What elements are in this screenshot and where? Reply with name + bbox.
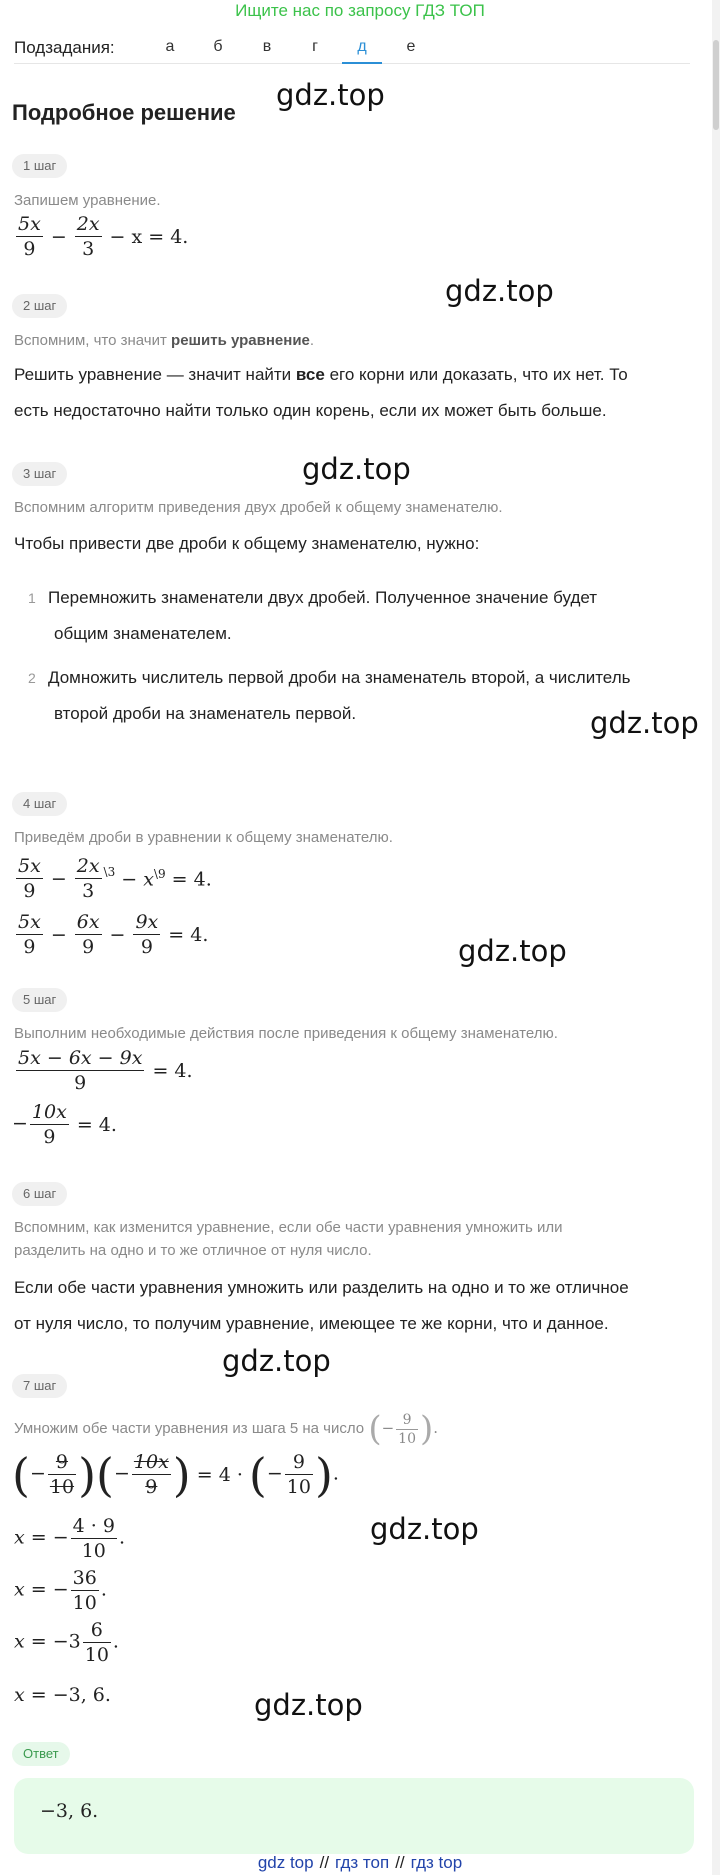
equation-step7d: x = −3 $\frac{6}{10}$ . [14, 1619, 119, 1666]
footer-separator: // [395, 1853, 405, 1872]
operator: − [50, 225, 67, 248]
equation-step7b: x = − $\frac{4 \cdot 9}{10}$ . [14, 1515, 125, 1562]
answer-value: −3, 6. [40, 1800, 99, 1822]
tab-e[interactable]: е [406, 38, 416, 55]
equation-step4a: $\frac{5x}{9}$ − $\frac{2x}{3}$ $^{\backslash 3} - x^{\backslash 9} = 4$. [18, 855, 212, 902]
numerator: 5x [18, 213, 41, 235]
equation-step4b: $\frac{5x}{9}$ − $\frac{6x}{9}$ − $\frac{9x}{9}$ = 4. [18, 911, 209, 958]
list-line: Перемножить знаменатели двух дробей. Полученное значение будет [48, 588, 598, 607]
hint-math: (− $\frac{9}{10}$ ). [368, 1409, 439, 1449]
footer-separator: // [319, 1853, 330, 1872]
hint-bold: решить уравнение [171, 332, 310, 349]
step-badge: 1 шаг [12, 154, 67, 178]
denominator: 9 [23, 238, 36, 260]
step-hint [14, 329, 654, 352]
footer-link[interactable]: gdz top [257, 1853, 314, 1872]
tab-g[interactable]: г [312, 38, 318, 55]
equation-tail: − x = 4. [109, 225, 189, 248]
equation-step7c: x = − $\frac{36}{10}$ . [14, 1567, 107, 1614]
step-hint: Выполним необходимые действия после приведения к общему знаменателю. [14, 1025, 558, 1042]
list-line: второй дроби на знаменатель первой. [54, 704, 357, 723]
step-hint: Приведём дроби в уравнении к общему знаменателю. [14, 829, 393, 846]
footer-links [0, 1853, 720, 1873]
footer-link[interactable]: гдз top [410, 1853, 463, 1872]
step-paragraph: Чтобы привести две дроби к общему знаменателю, нужно: [14, 534, 480, 553]
step-hint [14, 1216, 654, 1262]
list-line: общим знаменателем. [54, 624, 232, 643]
equation-step7e: x = −3, 6. [14, 1684, 111, 1706]
equation-step7a: (− $\frac{9}{10}$ )(− $\frac{10x}{9}$ ) = 4 · (− $\frac{9}{10}$ ). [12, 1447, 339, 1502]
hint-line: Вспомним, как изменится уравнение, если обе части уравнения умножить или [14, 1219, 563, 1236]
fraction [75, 212, 102, 261]
answer-box [14, 1778, 694, 1854]
list-text [48, 580, 688, 652]
tab-v[interactable]: в [262, 38, 272, 55]
fraction [16, 212, 43, 261]
step-hint: Запишем уравнение. [14, 192, 161, 209]
watermark: gdz.top [254, 1688, 363, 1722]
subtasks-label: Подзадания: [14, 38, 115, 57]
search-banner[interactable]: Ищите нас по запросу ГДЗ ТОП [235, 1, 485, 20]
hint-text: Вспомним, что значит [14, 332, 172, 349]
list-number: 2 [28, 670, 36, 686]
watermark: gdz.top [276, 78, 385, 112]
page-title: Подробное решение [12, 100, 236, 125]
numerator: 2x [76, 213, 100, 235]
list-number: 1 [28, 590, 36, 606]
tab-d[interactable]: д [342, 38, 382, 64]
step-hint [14, 1406, 654, 1452]
step-paragraph [14, 1270, 694, 1342]
hint-text: Умножим обе части уравнения из шага 5 на число [14, 1420, 365, 1437]
scrollbar-thumb[interactable] [713, 40, 719, 130]
watermark: gdz.top [590, 706, 699, 740]
step-hint: Вспомним алгоритм приведения двух дробей к общему знаменателю. [14, 499, 503, 516]
tab-a[interactable]: а [165, 38, 175, 55]
step-badge: 6 шаг [12, 1182, 67, 1206]
para-text: есть недостаточно найти только один корень, если их может быть больше. [14, 401, 607, 420]
denominator: 3 [82, 238, 95, 260]
para-line: Если обе части уравнения умножить или разделить на одно и то же отличное [14, 1278, 629, 1297]
para-bold: все [295, 365, 325, 384]
footer-link[interactable]: гдз топ [335, 1853, 390, 1872]
hint-text: . [309, 332, 315, 349]
equation-step5a: $\frac{5x - 6x - 9x}{9}$ = 4. [18, 1047, 193, 1094]
list-text [48, 660, 688, 732]
watermark: gdz.top [302, 452, 411, 486]
hint-line: разделить на одно и то же отличное от нуля число. [14, 1242, 372, 1259]
watermark: gdz.top [445, 274, 554, 308]
scrollbar[interactable] [712, 0, 720, 1875]
list-line: Домножить числитель первой дроби на знаменатель второй, а числитель [48, 668, 631, 687]
watermark: gdz.top [370, 1512, 479, 1546]
step-badge: 7 шаг [12, 1374, 67, 1398]
tab-b[interactable]: б [213, 38, 223, 55]
para-text: его корни или доказать, что их нет. То [324, 365, 628, 384]
para-line: от нуля число, то получим уравнение, имеющее те же корни, что и данное. [14, 1314, 609, 1333]
answer-badge: Ответ [12, 1742, 70, 1766]
step-badge: 2 шаг [12, 294, 67, 318]
subtasks-bar [14, 34, 690, 64]
watermark: gdz.top [222, 1344, 331, 1378]
watermark: gdz.top [458, 934, 567, 968]
equation-step1 [14, 212, 194, 261]
para-text: Решить уравнение — значит найти [14, 365, 296, 384]
step-paragraph [14, 357, 694, 429]
step-badge: 4 шаг [12, 792, 67, 816]
equation-step5b: − $\frac{10x}{9}$ = 4. [12, 1101, 117, 1148]
step-badge: 5 шаг [12, 988, 67, 1012]
step-badge: 3 шаг [12, 462, 67, 486]
